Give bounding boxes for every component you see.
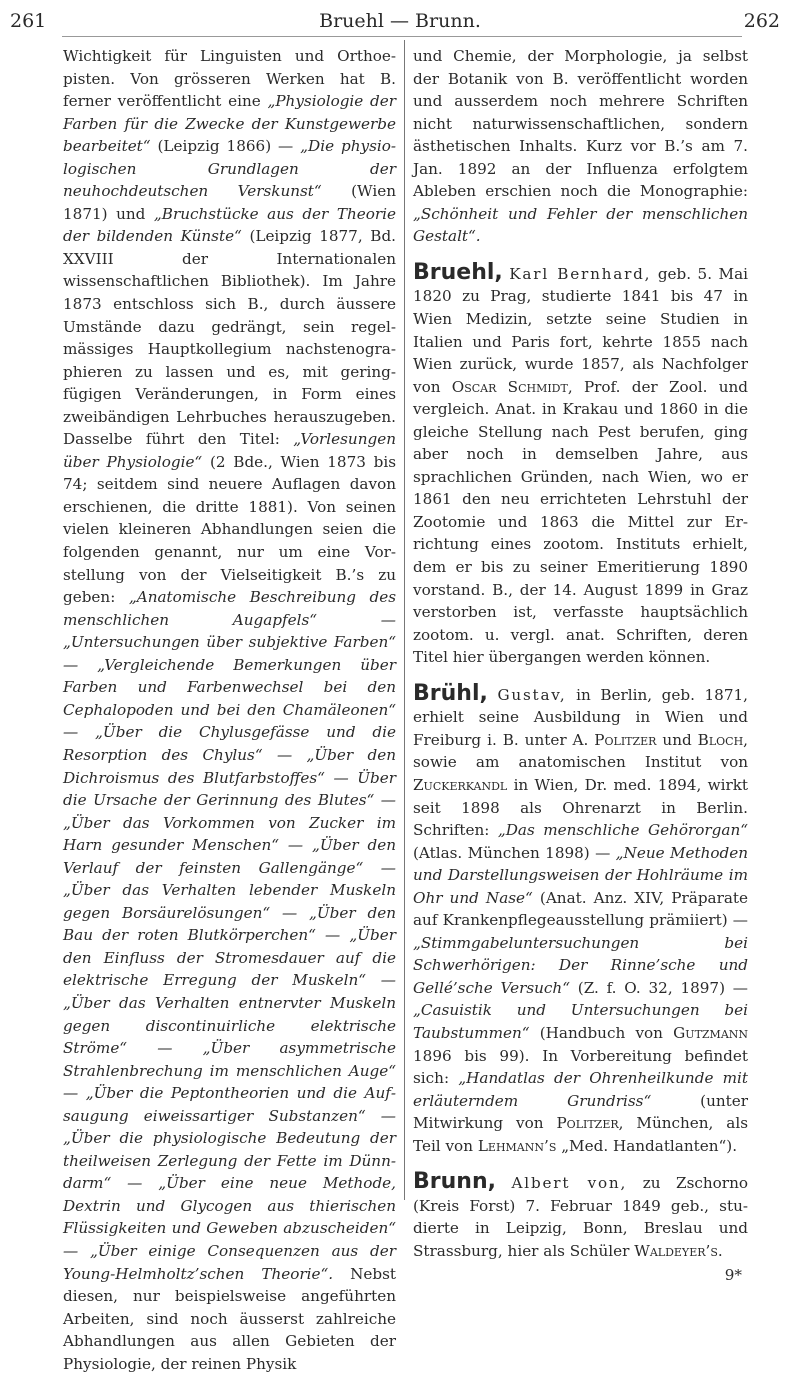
text-run: Wichtigkeit für Linguisten und Orthoepisten. Von grösseren Werken hat B. ferner veröffentlicht eine (63, 47, 396, 111)
person-name: Gutzmann (673, 1023, 749, 1042)
entry-headword: Brunn, (413, 1169, 496, 1195)
work-title: „Das menschliche Gehörorgan“ (497, 821, 748, 840)
entry-bruehl-karl (413, 259, 749, 669)
work-title: „Casuistik und Untersuchungen bei Taubstummen“ (413, 1001, 748, 1042)
entry-headword: Brühl, (413, 680, 488, 706)
person-name: Politzer (594, 730, 657, 749)
person-name: Politzer, (556, 1114, 624, 1133)
left-column (63, 45, 396, 1375)
work-title: „Neue Methoden und Darstellungsweisen der Hohlräume im Ohr und Nase“ (413, 843, 749, 907)
entry-bruehl-gustav (413, 680, 749, 1157)
signature-mark: 9* (724, 1266, 742, 1285)
text-run: München, als Teil von (413, 1114, 749, 1155)
work-title: „Vorlesungen über Physiologie“ (63, 430, 396, 471)
entry-given-name: Albert von, (511, 1174, 628, 1193)
text-run: (Atlas. München 1898) — (413, 843, 611, 862)
work-title: „Die physiologischen Grundlagen der neuhochdeutschen Verskunst“ (63, 137, 396, 201)
text-run: in Wien, Dr. med. 1894, wirkt seit 1898 als Ohrenarzt in Berlin. Schriften: (413, 775, 749, 840)
text-run: zu Zschorno (Kreis Forst) 7. Februar 1849 geb., studierte in Leipzig, Bonn, Breslau und Strassburg, hier als Schüler (413, 1174, 748, 1260)
work-title: „Stimmgabeluntersuchungen bei Schwerhörigen: Der Rinne’sche und Gellé’sche Versuch“ (413, 933, 748, 997)
work-title: „Schönheit und Fehler der menschlichen Gestalt“. (413, 204, 748, 246)
header-rule (62, 36, 742, 37)
entry-given-name: Gustav, (497, 685, 567, 704)
person-name: Bloch, (697, 730, 748, 749)
text-run: „Med. Handatlanten“). (561, 1136, 738, 1155)
text-run: Nebst diesen, nur beispielsweise angeführten Arbeiten, sind noch äusserst zahlreiche Abhandlungen aus allen Gebieten der Physiologie, der reinen Physik (63, 1264, 396, 1373)
text-run: geb. 5. Mai 1820 zu Prag, studierte 1841 bis 47 in Wien Medizin, setzte seine Studien in Italien und Paris fort, kehrte 1855 nach Wien zurück, wurde 1857, als Nachfolger von (413, 264, 749, 396)
text-run: und Chemie, der Morphologie, ja selbst der Botanik von B. veröffentlicht worden und ausserdem noch mehrere Schriften nicht naturwissenschaftlichen, sondern ästhetischen Inhalts. Kurz vor B.’s am 7. Jan. 1892 an der Influenza erfolgtem Ableben erschien noch die Monographie: (413, 47, 748, 201)
page-number-right: 262 (743, 10, 780, 32)
work-titles-list: „Anatomische Beschreibung des menschlichen Augapfels“ — „Untersuchungen über subjektive Farben“ — „Vergleichende Bemerkungen über Farben und Farbenwechsel bei den Cephalopoden und bei den Chamäleonen“ — „Über die Chylusgefässe und die Resorption des Chylus“ — „Über den Dichroismus des Blutfarbstoffes“ — Über die Ursache der Gerinnung des Blutes“ — „Über das Vorkommen von Zucker im Harn gesunder Menschen“ — „Über den Verlauf der feinsten Gallengänge“ — „Über das Verhalten lebender Muskeln gegen Borsäurelösungen“ — „Über den Bau der roten Blutkörperchen“ — „Über den Einfluss der Stromesdauer auf die elektrische Erregung der Muskeln“ — „Über das Verhalten entnervter Muskeln gegen discontinuirliche elektrische Ströme“ — „Über asymmetrische Strahlenbrechung im menschlichen Auge“ — „Über die Peptontheorien und die Aufsaugung eiweissartiger Substanzen“ — „Über die physiologische Bedeutung der theilweisen Zerlegung der Fette im Dünndarm“ — „Über eine neue Methode, Dextrin und Glycogen aus thierischen Flüssigkeiten und Geweben abzuscheiden“ — „Über einige Consequenzen aus der Young-Helmholtz’schen Theorie“. (63, 588, 397, 1283)
text-run: Prof. der Zool. und vergleich. Anat. in Krakau und 1860 in die gleiche Stellung nach Pest berufen, ging aber noch in demselben Jahre, aus sprachlichen Gründen, nach Wien, wo er 1861 den neu errichteten Lehrstuhl der Zootomie und 1863 die Mittel zur Errichtung eines zootom. Instituts erhielt, dem er bis zu seiner Emeritierung 1890 vorstand. B., der 14. August 1899 in Graz verstorben ist, verfasste hauptsächlich zootom. u. vergl. anat. Schriften, deren Titel hier übergangen werden können. (413, 377, 749, 667)
text-run: (Handbuch von (539, 1023, 663, 1042)
bruecke-entry-end (413, 45, 748, 248)
page-number-left: 261 (10, 10, 47, 32)
text-run: (2 Bde., Wien 1873 bis 74; seitdem sind neuere Auflagen davon erschienen, die dritte 1881). Von seinen vielen kleineren Abhandlungen seien die folgenden genannt, nur um eine Vorstellung von der Vielseitigkeit B.’s zu geben: (63, 452, 397, 607)
bruecke-entry-continuation (63, 45, 396, 1375)
person-name: Zuckerkandl (413, 775, 508, 794)
person-name: Lehmann’s (477, 1136, 557, 1155)
page-header (0, 4, 800, 36)
person-name: Waldeyer’s. (634, 1241, 723, 1260)
text-run: (Leipzig 1866) — (157, 137, 294, 156)
text-run: sowie am anatomischen Institut von (413, 753, 748, 772)
text-run: (Z. f. O. 32, 1897) — (577, 978, 748, 997)
text-run: in Berlin, geb. 1871, erhielt seine Ausbildung in Wien und Freiburg i. B. unter A. (413, 685, 748, 749)
entry-brunn-albert (413, 1171, 748, 1262)
work-title: „Handatlas der Ohrenheilkunde mit erläuterndem Grundriss“ (413, 1069, 749, 1110)
entry-given-name: Karl Bernhard, (509, 264, 652, 283)
text-run: und (662, 730, 692, 749)
work-title: „Bruchstücke aus der Theorie der bildenden Künste“ (63, 204, 396, 246)
column-divider (404, 40, 405, 1200)
entry-headword: Bruehl, (413, 259, 503, 285)
text-run: (Anat. Anz. XIV, Präparate auf Krankenpflegeausstellung prämiiert) — (413, 888, 749, 930)
right-column (413, 45, 748, 1287)
text-run: (Wien 1871) und (63, 182, 396, 223)
text-run: (unter Mitwirkung von (413, 1091, 748, 1133)
text-run: 1896 bis 99). In Vorbereitung befindet sich: (413, 1046, 748, 1088)
running-title: Bruehl — Brunn. (319, 10, 481, 32)
text-run: (Leipzig 1877, Bd. XXVIII der Internationalen wissenschaftlichen Bibliothek). Im Jahre 1873 entschloss sich B., durch äussere Umstände dazu gedrängt, sein regelmässiges Hauptkollegium nachstenographieren zu lassen und es, mit geringfügigen Veränderungen, in Form eines zweibändigen Lehrbuches herauszugeben. Dasselbe führt den Titel: (63, 227, 396, 449)
work-title: „Physiologie der Farben für die Zwecke der Kunstgewerbe bearbeitet“ (63, 92, 396, 156)
person-name: Oscar Schmidt, (451, 377, 573, 396)
